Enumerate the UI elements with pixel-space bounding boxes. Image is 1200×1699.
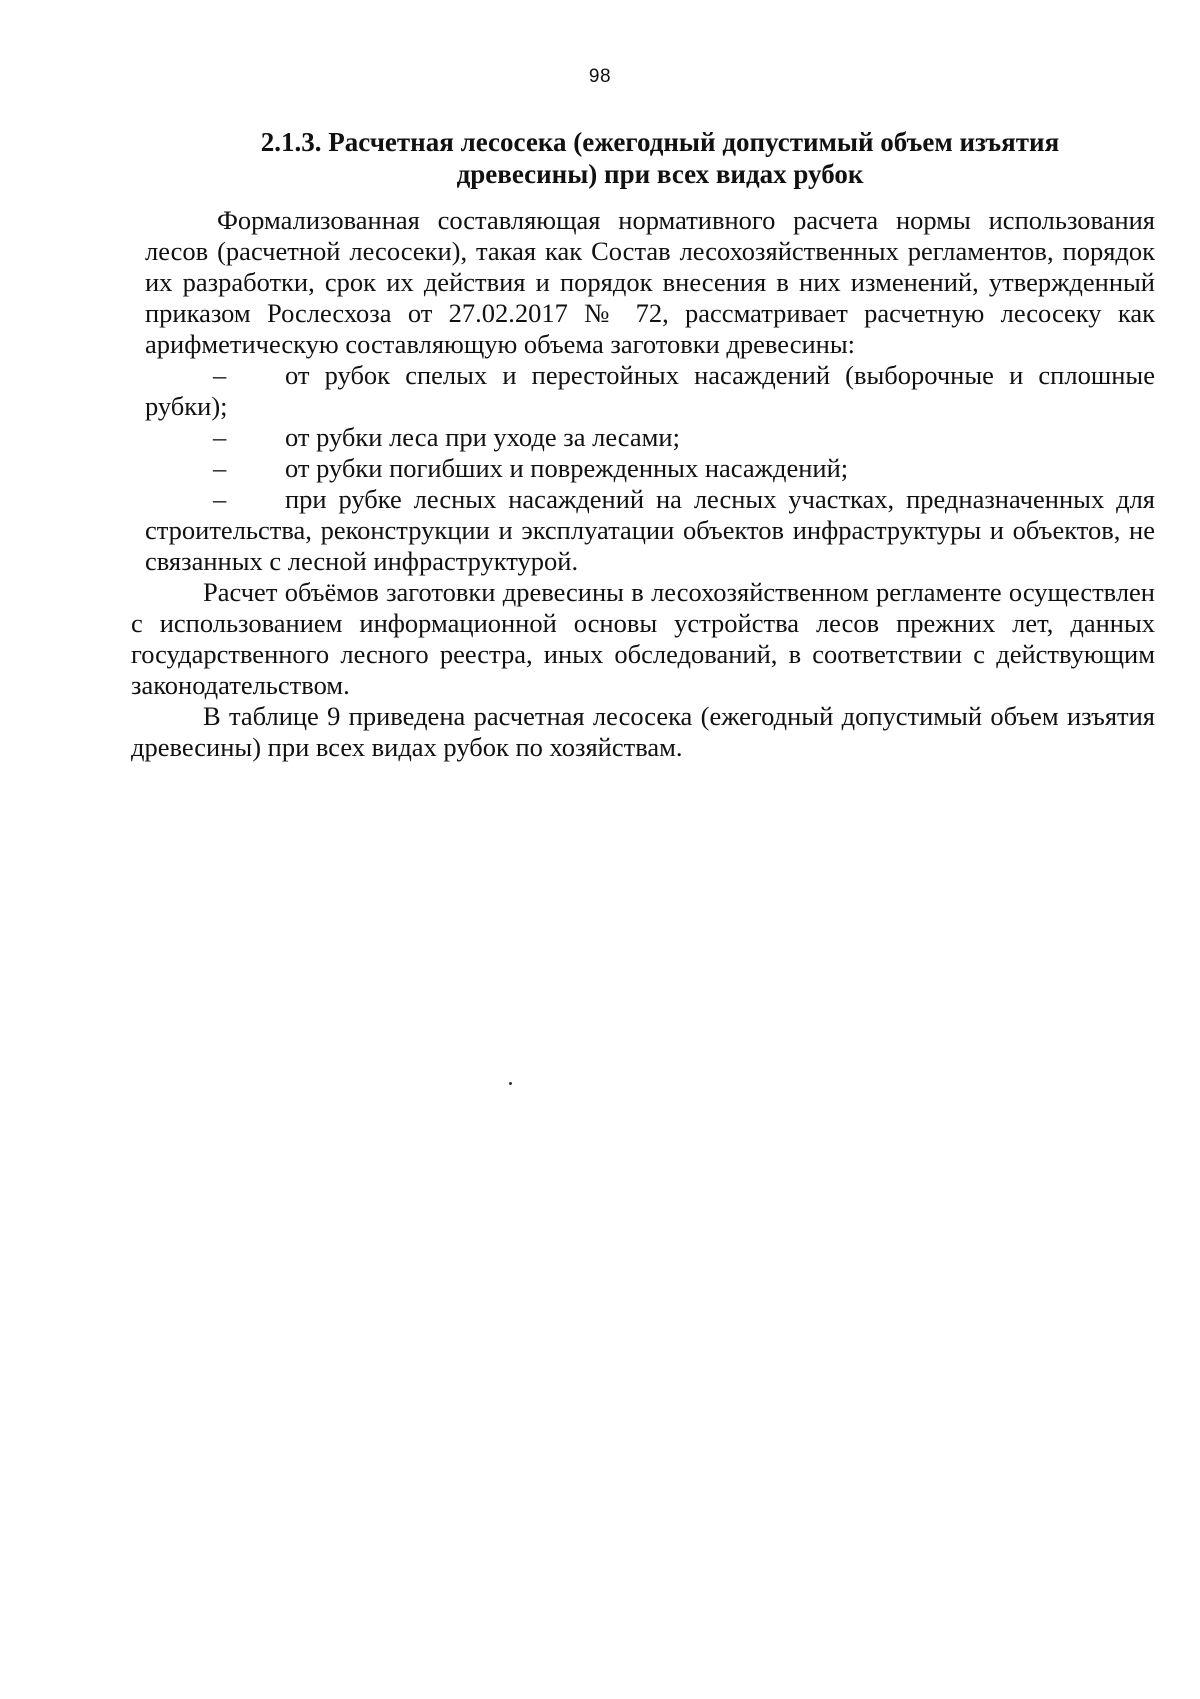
table-reference-paragraph: В таблице 9 приведена расчетная лесосека (ежегодный допустимый объем изъятия древесины) при всех видах рубок по хозяйствам.: [131, 701, 1155, 762]
list-item: [145, 453, 1155, 484]
list-item: [145, 484, 1155, 577]
section-heading-line-2: древесины) при всех видах рубок: [456, 159, 864, 189]
list-item: [145, 360, 1155, 422]
list-dash: –: [213, 422, 227, 452]
list-dash: –: [213, 453, 227, 483]
scan-speck: [509, 1082, 512, 1085]
section-heading: [145, 126, 1175, 190]
list-dash: –: [213, 484, 227, 514]
list-item-text: от рубок спелых и перестойных насаждений (выборочные и сплошные рубки);: [145, 360, 1155, 421]
list-item-text: от рубки леса при уходе за лесами;: [285, 422, 680, 452]
list-dash: –: [213, 360, 227, 390]
section-heading-line-1: 2.1.3. Расчетная лесосека (ежегодный допустимый объем изъятия: [260, 127, 1060, 157]
intro-paragraph: Формализованная составляющая нормативного расчета нормы использования лесов (расчетной лесосеки), такая как Состав лесохозяйственных регламентов, порядок их разработки, срок их действия и порядок внесения в них изменений, утвержденный приказом Рослесхоза от 27.02.2017 № 72, рассматривает расчетную лесосеку как арифметическую составляющую объема заготовки древесины:: [145, 205, 1155, 359]
calculation-paragraph: Расчет объёмов заготовки древесины в лесохозяйственном регламенте осуществлен с использованием информационной основы устройства лесов прежних лет, данных государственного лесного реестра, иных обследований, в соответствии с действующим законодательством.: [131, 577, 1155, 700]
list-item-text: от рубки погибших и поврежденных насаждений;: [285, 453, 849, 483]
body-text: [131, 205, 1155, 763]
list-item-text: при рубке лесных насаждений на лесных участках, предназначенных для строительства, реконструкции и эксплуатации объектов инфраструктуры и объектов, не связанных с лесной инфраструктурой.: [145, 484, 1155, 576]
list-item: [145, 422, 1155, 453]
page-number: 98: [588, 66, 612, 87]
